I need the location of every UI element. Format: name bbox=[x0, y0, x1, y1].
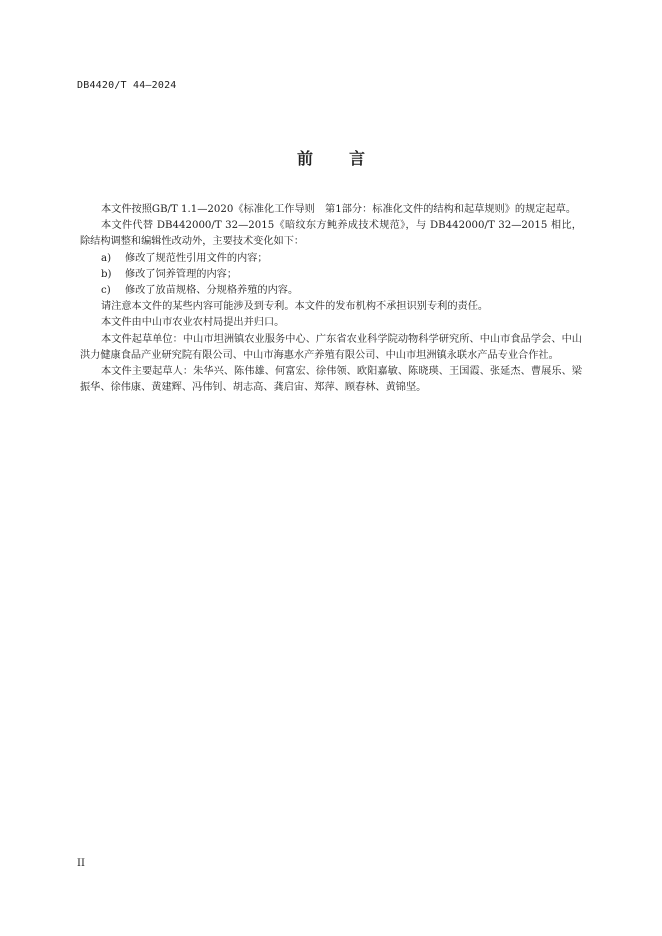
paragraph-drafting-units: 本文件起草单位：中山市坦洲镇农业服务中心、广东省农业科学院动物科学研究所、中山市食品学会、中山洪力健康食品产业研究院有限公司、中山市海惠水产养殖有限公司、中山市坦洲镇永联水产品专业合作社。 bbox=[80, 333, 582, 361]
standard-code: DB4420/T 44—2024 bbox=[77, 80, 177, 91]
list-item-text: 修改了放苗规格、分规格养殖的内容。 bbox=[125, 285, 299, 297]
list-marker: a) bbox=[101, 252, 112, 264]
list-item bbox=[80, 283, 582, 299]
page-number: II bbox=[77, 858, 85, 869]
paragraph-proposer: 本文件由中山市农业农村局提出并归口。 bbox=[101, 317, 285, 329]
list-item-text: 修改了规范性引用文件的内容； bbox=[125, 252, 268, 264]
list-item bbox=[80, 267, 582, 283]
paragraph-replacement: 本文件代替 DB442000/T 32—2015《暗纹东方鲀养成技术规范》，与 DB442000/T 32—2015 相比，除结构调整和编辑性改动外，主要技术变化如下： bbox=[80, 220, 582, 248]
paragraph-drafting-rules: 本文件按照GB/T 1.1—2020《标准化工作导则 第1部分：标准化文件的结构和起草规则》的规定起草。 bbox=[101, 204, 577, 215]
title-char-2: 言 bbox=[349, 149, 366, 168]
list-marker: c) bbox=[101, 285, 111, 297]
list-item-text: 修改了饲养管理的内容； bbox=[125, 268, 238, 280]
paragraph-patent-notice: 请注意本文件的某些内容可能涉及到专利。本文件的发布机构不承担识别专利的责任。 bbox=[101, 301, 489, 313]
foreword-body bbox=[80, 202, 582, 396]
paragraph-drafters: 本文件主要起草人：朱华兴、陈伟雄、何富宏、徐伟领、欧阳嘉敏、陈晓瑛、王国霞、张延杰、曹展乐、梁振华、徐伟康、黄建辉、冯伟钊、胡志高、龚启宙、郑萍、顾春林、黄锦坚。 bbox=[80, 366, 582, 394]
page-title bbox=[0, 146, 662, 169]
list-item bbox=[80, 251, 582, 267]
title-char-1: 前 bbox=[296, 149, 313, 168]
list-marker: b) bbox=[101, 268, 112, 280]
